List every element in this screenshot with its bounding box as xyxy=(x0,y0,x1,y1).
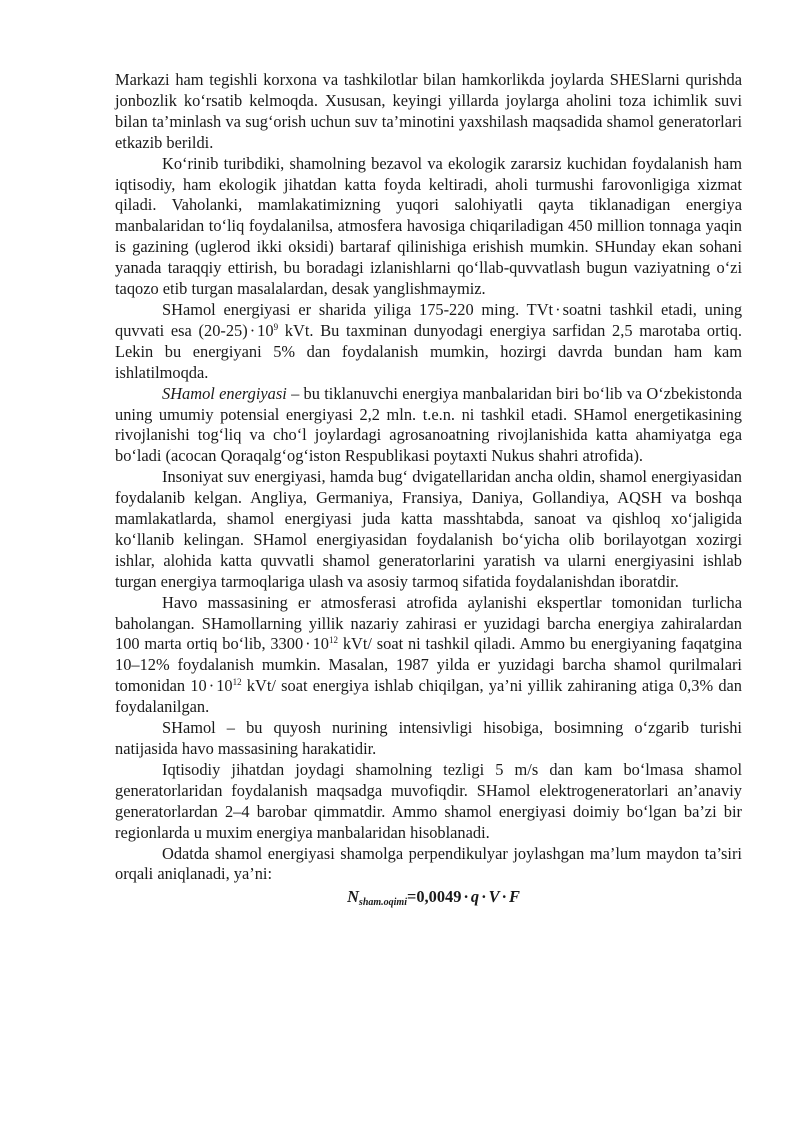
power-exponent: 12 xyxy=(329,635,338,646)
power-base: 10 xyxy=(312,634,329,654)
paragraph-wind-energy-potential xyxy=(115,300,742,384)
power-base: 10 xyxy=(257,320,274,340)
paragraph-history: Insoniyat suv energiyasi, hamda bug‘ dvigatellaridan ancha oldin, shamol energiyasidan foydalanib kelgan. Angliya, Germaniya, Fransiya, Daniya, Gollandiya, AQSH va boshqa mamlakatlarda, shamol energiyasi juda katta masshtabda, sanoat va qishloq xo‘jaligida ko‘llanib kelingan. SHamol energiyasidan foydalanish bo‘yicha olib borilayotgan xozirgi ishlar, alohida katta quvvatli shamol generatorlarini yaratish va ularni energiyasini ishlab turgan energiya tarmoqlariga ulash va asosiy tarmoq sifatida foydalanishdan iboratdir. xyxy=(115,467,742,591)
text-segment: kVt/ soat energiya ishlab chiqilgan, ya’ni yillik zahiraning atiga 0,3% dan foydalanilgan. xyxy=(115,676,742,717)
paragraph-wind-definition: SHamol – bu quyosh nurining intensivligi hisobiga, bosimning o‘zgarib turishi natijasida havo massasining harakatidir. xyxy=(115,718,742,758)
text-segment: Havo massasining er atmosferasi atrofida aylanishi ekspertlar tomonidan turlicha baholangan. SHamollarning yillik nazariy zahirasi er yuzidagi barcha energiya zahiralardan 100 marta ortiq bo‘lib, 3300 xyxy=(115,592,742,654)
paragraph-economics: Iqtisodiy jihatdan joydagi shamolning tezligi 5 m/s dan kam bo‘lmasa shamol generatorlaridan foydalanish maqsadga muvofiqdir. SHamol elektrogeneratorlari an’anaviy generatorlardan 2–4 barobar qimmatdir. Ammo shamol energiyasi doimiy bo‘lgan ba’zi bir regionlarda u muxim energiya manbalaridan hisoblanadi. xyxy=(115,759,742,842)
formula-q: q xyxy=(470,887,480,907)
formula-constant: =0,0049 xyxy=(407,887,462,907)
formula-symbol: N xyxy=(347,887,359,907)
power-exponent: 12 xyxy=(232,677,242,688)
formula-subscript: sham.oqimi xyxy=(358,897,407,909)
formula-v: V xyxy=(488,887,500,907)
power-base: 10 xyxy=(216,676,233,696)
text-segment: kVt. Bu taxminan dunyodagi energiya sarfidan 2,5 marotaba ortiq. Lekin bu energiyani 5% dan foydalanish mumkin, hozirgi davrda bundan ham kam ishlatilmoqda. xyxy=(115,320,742,382)
paragraph-reserves xyxy=(115,593,742,718)
text-segment: SHamol energiyasi er sharida yiliga 175-220 ming. TVt xyxy=(162,299,554,319)
power-exponent: 9 xyxy=(273,321,279,332)
text-segment: kVt/ soat ni tashkil qiladi. Ammo bu energiyaning faqatgina 10–12% foydalanish mumkin. Masalan, 1987 yilda er yuzidagi barcha shamol qurilmalari tomonidan 10 xyxy=(115,634,742,696)
paragraph-benefits: Ko‘rinib turibdiki, shamolning bezavol va ekologik zararsiz kuchidan foydalanish ham iqtisodiy, ham ekologik jihatdan katta foyda keltiradi, aholi turmushi farovonligiga xizmat qiladi. Vaholanki, mamlakatimizning yuqori salohiyatli qayta tiklanadigan energiya manbalaridan to‘liq foydalanilsa, atmosfera havosiga chiqariladigan 450 million tonnaga yaqin is gazining (uglerod ikki oksidi) bartaraf qilinishiga erishish mumkin. SHunday ekan sohani yanada taraqqiy ettirish, bu boradagi izlanishlarni qo‘llab-quvvatlash bugun vaziyatning o‘zi taqozo etib turgan masalalardan, desak yanglishmaymiz. xyxy=(115,153,742,299)
text-segment: – bu tiklanuvchi energiya manbalaridan biri bo‘lib va O‘zbekistonda uning umumiy potensial energiyasi 2,2 mln. t.e.n. ni tashkil etadi. SHamol energetikasining rivojlanishi tog‘liq va cho‘l joylardagi agrosanoatning rivojlanishida katta ahamiyatga ega bo‘ladi (acocan Qoraqalg‘og‘iston Respublikasi poytaxti Nukus shahri atrofida). xyxy=(115,383,743,466)
document-page xyxy=(115,70,742,914)
multiply-dot: · xyxy=(501,887,507,907)
multiply-dot: · xyxy=(463,887,469,907)
paragraph-formula-intro: Odatda shamol energiyasi shamolga perpendikulyar joylashgan ma’lum maydon ta’siri orqali aniqlanadi, ya’ni: xyxy=(115,843,742,884)
multiply-dot: · xyxy=(249,320,256,340)
formula-f: F xyxy=(508,887,520,907)
multiply-dot: · xyxy=(555,299,561,319)
text-segment: soatni tashkil etadi, uning quvvati esa (20-25) xyxy=(115,299,743,340)
paragraph-definition xyxy=(115,384,742,468)
multiply-dot: · xyxy=(305,634,311,654)
wind-power-formula xyxy=(115,887,742,914)
paragraph-intro: Markazi ham tegishli korxona va tashkilotlar bilan hamkorlikda joylarda SHESlarni qurishda jonbozlik ko‘rsatib kelmoqda. Xususan, keyingi yillarda joylarga aholini toza ichimlik suvi bilan ta’minlash va sug‘orish uchun suv ta’minotini yaxshilash maqsadida shamol generatorlari etkazib berildi. xyxy=(115,70,742,152)
defined-term: SHamol energiyasi xyxy=(162,383,287,403)
multiply-dot: · xyxy=(208,676,215,696)
multiply-dot: · xyxy=(481,887,487,907)
